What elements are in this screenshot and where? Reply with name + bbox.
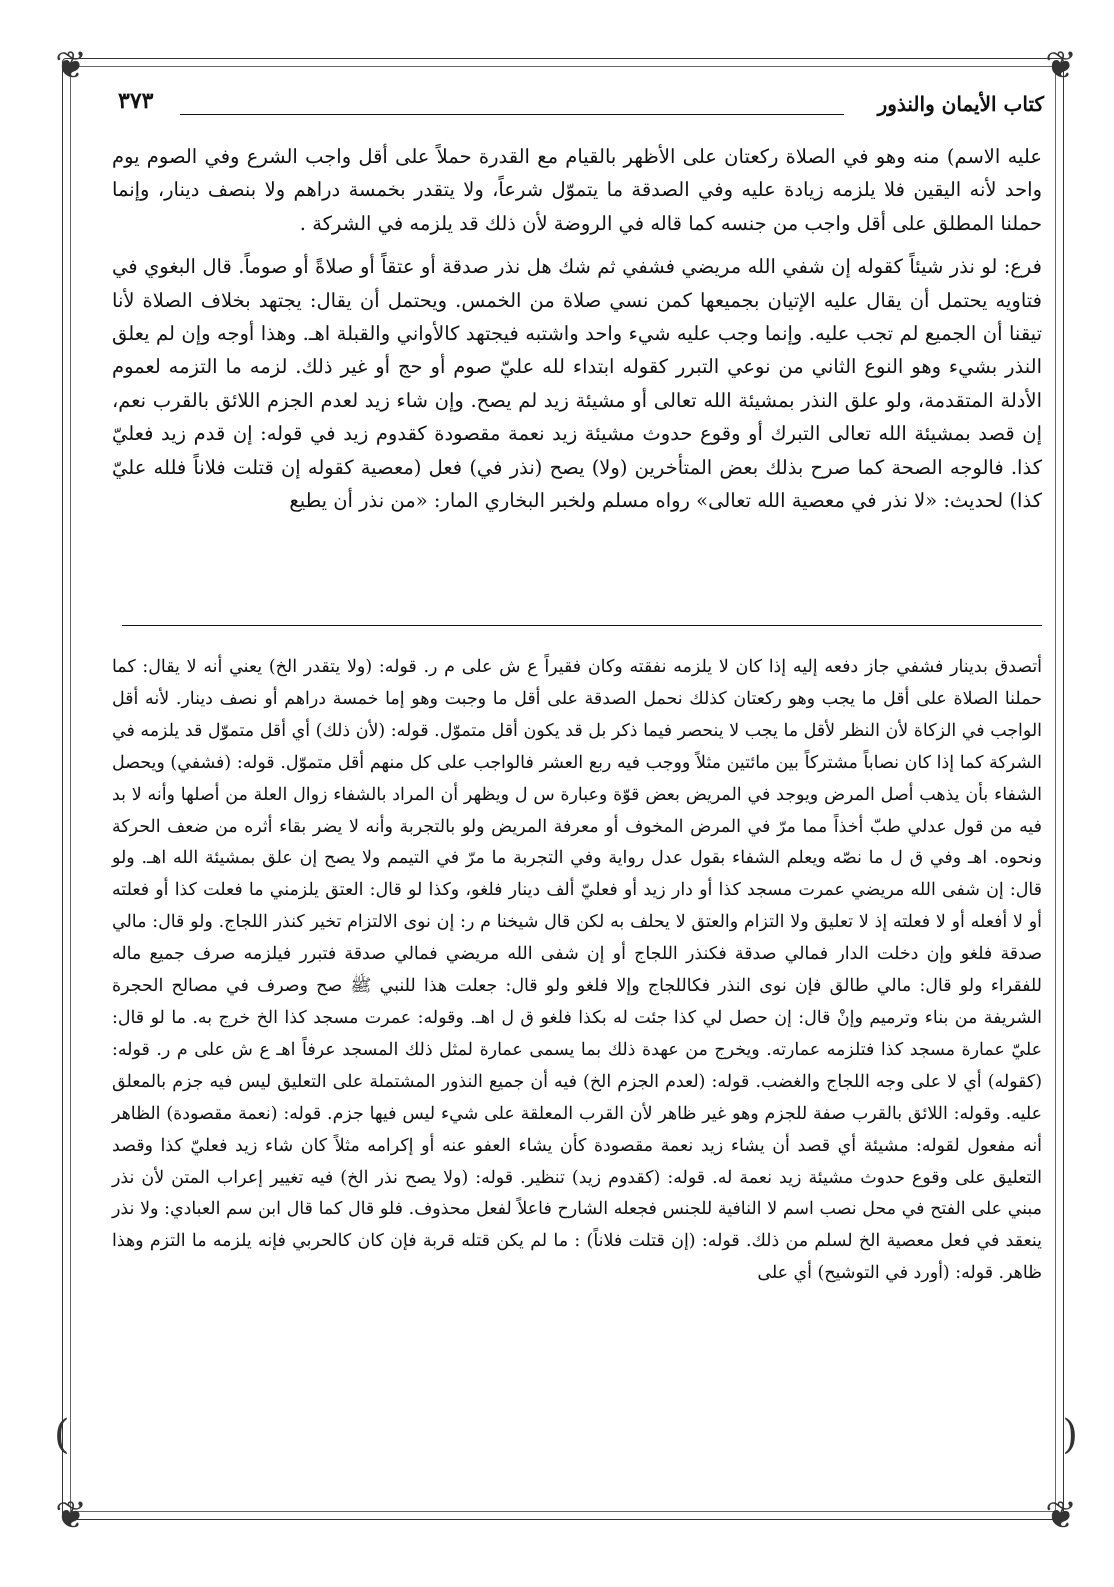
corner-ornament-icon: ❦ bbox=[1045, 1493, 1077, 1537]
main-paragraph: عليه الاسم) منه وهو في الصلاة ركعتان على الأظهر بالقيام مع القدرة حملاً على أقل واجب الشرع وفي الصوم يوم واحد لأنه اليقين فلا يلزمه زيادة عليه وفي الصدقة ما يتموّل شرعاً، ولا يتقدر بخمسة دراهم ولا بنصف دينار، وإنما حملنا المطلق على أقل واجب من جنسه كما قاله في الروضة لأن ذلك قد يلزمه في الشركة . bbox=[112, 145, 1042, 235]
commentary-block bbox=[112, 652, 1042, 1290]
page-header bbox=[118, 86, 1044, 126]
frame-paren-left-icon: ( bbox=[54, 1412, 70, 1458]
main-paragraph: فرع: لو نذر شيئاً كقوله إن شفي الله مريضي فشفي ثم شك هل نذر صدقة أو عتقاً أو صلاةً أو صوماً. قال البغوي في فتاويه يحتمل أن يقال عليه الإتيان بجميعها كمن نسي صلاة من الخمس. ويحتمل أن يقال: يجتهد بخلاف الصلاة لأنا تيقنا أن الجميع لم تجب عليه. وإنما وجب عليه شيء واحد واشتبه فيجتهد كالأواني والقبلة اهـ. وهذا أوجه وإن لم يعلق النذر بشيء وهو النوع الثاني من نوعي التبرر كقوله ابتداء لله عليّ صوم أو حج أو غير ذلك. لزمه ما التزمه لعموم الأدلة المتقدمة، ولو علق النذر بمشيئة الله تعالى أو مشيئة زيد لم يصح. وإن شاء زيد لعدم الجزم اللائق بالقرب نعم، إن قصد بمشيئة الله تعالى التبرك أو وقوع حدوث مشيئة زيد نعمة مقصودة كقدوم زيد في قوله: إن قدم زيد فعليّ كذا. فالوجه الصحة كما صرح بذلك بعض المتأخرين (ولا) يصح (نذر في) فعل (معصية كقوله إن قتلت فلاناً فلله عليّ كذا) لحديث: «لا نذر في معصية الله تعالى» رواه مسلم ولخبر البخاري المار: «من نذر أن يطيع bbox=[112, 255, 1042, 513]
frame-paren-right-icon: ) bbox=[1062, 1412, 1078, 1458]
book-title: كتاب الأيمان والنذور bbox=[877, 92, 1044, 116]
commentary-paragraph: أتصدق بدينار فشفي جاز دفعه إليه إذا كان لا يلزمه نفقته وكان فقيراً ع ش على م ر. قوله: (ولا يتقدر الخ) يعني أنه لا يقال: كما حملنا الصلاة على أقل ما يجب وهو ركعتان كذلك نحمل الصدقة على أقل ما وجبت وهو إما خمسة دراهم أو نصف دينار. لأنه أقل الواجب في الزكاة لأن النظر لأقل ما يجب لا ينحصر فيما ذكر بل قد يكون أقل متموّل. قوله: (لأن ذلك) أي أقل متموّل قد يلزمه في الشركة كما إذا كان نصاباً مشتركاً بين مائتين مثلاً ووجب فيه ربع العشر فالواجب على كل منهم أقل متموّل. قوله: (فشفي) ويحصل الشفاء بأن يذهب أصل المرض ويوجد في المريض بعض قوّة وعبارة س ل ويظهر أن المراد بالشفاء زوال العلة من أصلها وأنه لا بد فيه من قول عدلي طبّ أخذاً مما مرّ في المرض المخوف أو معرفة المريض ولو بالتجربة وأنه لا يضر بقاء أثره من ضعف الحركة ونحوه. اهـ وفي ق ل ما نصّه ويعلم الشفاء بقول عدل رواية وفي التجربة ما مرّ في التيمم ولا يصح إن علق بمشيئة الله اهـ. ولو قال: إن شفى الله مريضي عمرت مسجد كذا أو دار زيد أو فعليّ ألف دينار فلغو، وكذا لو قال: العتق يلزمني ما فعلت كذا أو فعلته أو لا أفعله أو لا فعلته إذ لا تعليق ولا التزام والعتق لا يحلف به لكن قال شيخنا م ر: إن نوى الالتزام تخير كنذر اللجاج. ولو قال: مالي صدقة فلغو وإن دخلت الدار فمالي صدقة فكنذر اللجاج أو إن شفى الله مريضي فمالي صدقة فتبرر فيلزمه صرف جميع ماله للفقراء ولو قال: مالي طالق فإن نوى النذر فكاللجاج وإلا فلغو ولو قال: جعلت هذا للنبي ﷺ صح وصرف في مصالح الحجرة الشريفة من بناء وترميم وإنْ قال: إن حصل لي كذا جئت له بكذا فلغو ق ل اهـ. وقوله: عمرت مسجد كذا الخ خرج به. ما لو قال: عليّ عمارة مسجد كذا فتلزمه عمارته. ويخرج من عهدة ذلك بما يسمى عمارة لمثل ذلك المسجد عرفاً اهـ ع ش على م ر. قوله: (كقوله) أي لا على وجه اللجاج والغضب. قوله: (لعدم الجزم الخ) فيه أن جميع النذور المشتملة على التعليق ليس فيه جزم بالمعلق عليه. وقوله: اللائق بالقرب صفة للجزم وهو غير ظاهر لأن القرب المعلقة على شيء ليس فيها جزم. قوله: (نعمة مقصودة) الظاهر أنه مفعول لقوله: مشيئة أي قصد أن يشاء زيد نعمة مقصودة كأن يشاء العفو عنه أو إكرامه مثلاً كان شاء زيد فعليّ كذا وقصد التعليق على وقوع حدوث مشيئة زيد نعمة له. قوله: (كقدوم زيد) تنظير. قوله: (ولا يصح نذر الخ) فيه تغيير إعراب المتن لأن نذر مبني على الفتح في محل نصب اسم لا النافية للجنس فجعله الشارح فاعلاً لفعل محذوف. فلو قال كما قال ابن سم العبادي: ولا نذر ينعقد في فعل معصية الخ لسلم من ذلك. قوله: (إن قتلت فلاناً) : ما لم يكن قتله قربة فإن كان كالحربي فإنه يلزمه ما التزم وهذا ظاهر. قوله: (أورد في التوشيح) أي على bbox=[112, 657, 1042, 1284]
main-text-block bbox=[112, 140, 1042, 517]
corner-ornament-icon: ❦ bbox=[55, 1493, 87, 1537]
page-number: ٣٧٣ bbox=[118, 88, 154, 114]
corner-ornament-icon: ❦ bbox=[55, 43, 87, 87]
header-rule bbox=[180, 114, 844, 115]
footnote-separator bbox=[122, 625, 1042, 626]
corner-ornament-icon: ❦ bbox=[1045, 43, 1077, 87]
